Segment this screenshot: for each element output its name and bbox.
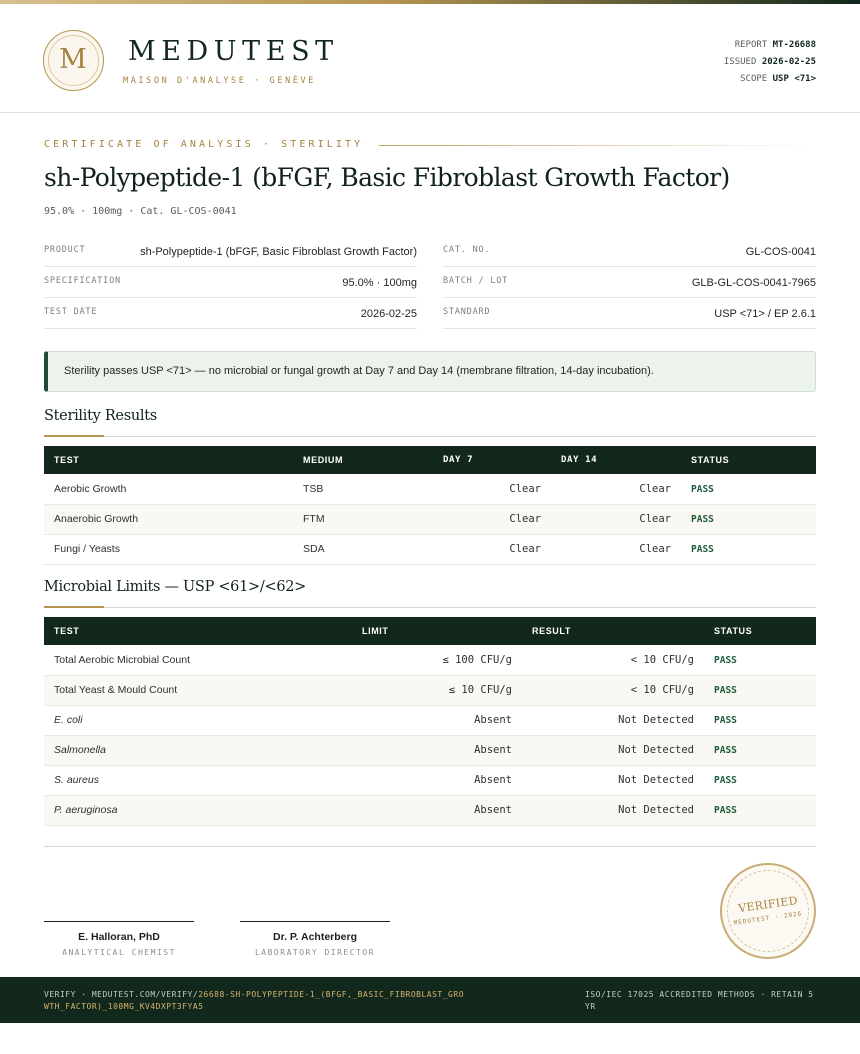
report-number: MT-26688 bbox=[772, 40, 816, 50]
scope-label: SCOPE bbox=[740, 74, 768, 84]
section-divider bbox=[44, 436, 816, 437]
info-grid-left bbox=[44, 236, 417, 329]
verify-code: 26688-SH-POLYPEPTIDE-1_(BFGF,_BASIC_FIBROBLAST_GROWTH_FACTOR)_100MG_KV4DXPT3FYA5 bbox=[44, 990, 465, 1011]
sterility-pass-alert bbox=[44, 351, 816, 392]
microbial-section-title: Microbial Limits — USP <61>/<62> bbox=[44, 579, 307, 595]
info-value: GLB-GL-COS-0041-7965 bbox=[691, 277, 816, 289]
limit: Absent bbox=[474, 744, 512, 756]
column-header: LIMIT bbox=[362, 626, 389, 636]
column-header: RESULT bbox=[532, 626, 571, 636]
table-header-row bbox=[44, 617, 816, 645]
info-row-product bbox=[44, 236, 417, 267]
column-header: TEST bbox=[54, 626, 80, 636]
seal-subtext: MEDUTEST · 2026 bbox=[733, 910, 803, 927]
microbial-limits-table bbox=[44, 617, 816, 826]
limit: Absent bbox=[474, 774, 512, 786]
verify-link[interactable] bbox=[44, 989, 464, 1013]
status-badge: PASS bbox=[714, 745, 737, 756]
day7-result: Clear bbox=[509, 513, 541, 525]
report-meta bbox=[724, 37, 816, 88]
status-badge: PASS bbox=[714, 775, 737, 786]
signature-chemist bbox=[44, 921, 194, 957]
signatory-name: Dr. P. Achterberg bbox=[272, 931, 358, 943]
column-header: DAY 14 bbox=[561, 455, 598, 465]
info-label: BATCH / LOT bbox=[443, 276, 509, 286]
day14-result: Clear bbox=[639, 482, 671, 495]
info-row-batch bbox=[443, 267, 816, 298]
test-name: Salmonella bbox=[54, 744, 106, 756]
sterility-table bbox=[44, 446, 816, 565]
test-name: S. aureus bbox=[54, 774, 99, 786]
info-grid-right bbox=[443, 236, 816, 329]
info-row-cat-no bbox=[443, 236, 816, 267]
info-label: SPECIFICATION bbox=[44, 276, 121, 286]
result: Not Detected bbox=[618, 804, 694, 816]
medium: SDA bbox=[303, 543, 325, 555]
sterility-section-title: Sterility Results bbox=[44, 408, 157, 424]
result: < 10 CFU/g bbox=[630, 684, 694, 696]
issued-date: 2026-02-25 bbox=[761, 57, 816, 67]
header bbox=[0, 4, 860, 113]
info-label: PRODUCT bbox=[44, 245, 86, 255]
status-badge: PASS bbox=[714, 715, 737, 726]
status-badge: PASS bbox=[691, 483, 714, 495]
logo-letter: M bbox=[59, 44, 87, 75]
info-row-test-date bbox=[44, 298, 417, 329]
day7-result: Clear bbox=[509, 482, 541, 495]
result: < 10 CFU/g bbox=[630, 653, 694, 666]
column-header: STATUS bbox=[691, 455, 730, 465]
limit: ≤ 10 CFU/g bbox=[448, 684, 512, 696]
eyebrow-divider bbox=[379, 145, 816, 146]
scope-row bbox=[724, 71, 816, 88]
info-row-specification bbox=[44, 267, 417, 298]
test-name: E. coli bbox=[54, 714, 83, 726]
table-row bbox=[44, 795, 816, 825]
limit: Absent bbox=[474, 804, 512, 816]
test-name: Anaerobic Growth bbox=[54, 513, 139, 525]
table-row bbox=[44, 735, 816, 765]
day14-result: Clear bbox=[639, 543, 671, 555]
scope-value: USP <71> bbox=[772, 74, 816, 84]
signatory-role: ANALYTICAL CHEMIST bbox=[62, 948, 176, 957]
report-label: REPORT bbox=[734, 40, 768, 50]
signatory-role: LABORATORY DIRECTOR bbox=[254, 948, 375, 957]
table-row bbox=[44, 534, 816, 564]
test-name: Total Yeast & Mould Count bbox=[54, 684, 178, 696]
status-badge: PASS bbox=[691, 544, 714, 555]
info-value: sh-Polypeptide-1 (bFGF, Basic Fibroblast Growth Factor) bbox=[140, 246, 417, 258]
info-value: 95.0% · 100mg bbox=[342, 277, 417, 289]
footer bbox=[0, 977, 860, 1023]
table-row bbox=[44, 705, 816, 735]
info-label: TEST DATE bbox=[44, 307, 98, 317]
section-accent bbox=[44, 435, 104, 437]
info-label: CAT. NO. bbox=[443, 245, 491, 255]
product-subtitle: 95.0% · 100mg · Cat. GL-COS-0041 bbox=[44, 206, 237, 217]
result: Not Detected bbox=[618, 714, 694, 726]
section-accent bbox=[44, 606, 104, 608]
issued-label: ISSUED bbox=[723, 57, 757, 67]
status-badge: PASS bbox=[691, 514, 714, 525]
test-name: Fungi / Yeasts bbox=[54, 543, 120, 555]
result: Not Detected bbox=[618, 774, 694, 786]
report-number-row bbox=[724, 37, 816, 54]
seal-text: VERIFIED bbox=[737, 893, 799, 916]
result: Not Detected bbox=[618, 744, 694, 756]
status-badge: PASS bbox=[714, 805, 737, 816]
limit: Absent bbox=[474, 714, 512, 726]
info-label: STANDARD bbox=[443, 307, 491, 317]
signature-director bbox=[240, 921, 390, 957]
column-header: STATUS bbox=[714, 626, 753, 636]
test-name: Total Aerobic Microbial Count bbox=[54, 653, 190, 666]
table-row bbox=[44, 675, 816, 705]
column-header: TEST bbox=[54, 455, 80, 465]
medium: FTM bbox=[303, 513, 325, 525]
column-header: MEDIUM bbox=[303, 455, 344, 465]
info-value: USP <71> / EP 2.6.1 bbox=[714, 308, 816, 320]
verify-prefix: VERIFY · MEDUTEST.COM/VERIFY/ bbox=[44, 990, 199, 999]
brand-name: MEDUTEST bbox=[128, 36, 339, 67]
info-row-standard bbox=[443, 298, 816, 329]
info-value: 2026-02-25 bbox=[360, 308, 417, 320]
table-row bbox=[44, 504, 816, 534]
test-name: P. aeruginosa bbox=[54, 804, 118, 816]
product-title: sh-Polypeptide-1 (bFGF, Basic Fibroblast Growth Factor) bbox=[44, 163, 730, 192]
test-name: Aerobic Growth bbox=[54, 482, 127, 495]
signature-divider bbox=[44, 846, 816, 847]
table-row bbox=[44, 645, 816, 675]
certificate-eyebrow: CERTIFICATE OF ANALYSIS · STERILITY bbox=[44, 139, 364, 150]
day7-result: Clear bbox=[509, 543, 541, 555]
status-badge: PASS bbox=[714, 685, 737, 696]
column-header: DAY 7 bbox=[443, 455, 474, 465]
brand-tagline: MAISON D'ANALYSE · GENÈVE bbox=[123, 76, 316, 86]
limit: ≤ 100 CFU/g bbox=[442, 653, 512, 666]
status-badge: PASS bbox=[714, 654, 737, 666]
day14-result: Clear bbox=[639, 513, 671, 525]
table-row bbox=[44, 765, 816, 795]
logo bbox=[43, 30, 104, 91]
section-divider bbox=[44, 607, 816, 608]
table-row bbox=[44, 474, 816, 504]
info-value: GL-COS-0041 bbox=[745, 246, 816, 258]
alert-text: Sterility passes USP <71> — no microbial or fungal growth at Day 7 and Day 14 (membrane filtration, 14-day incubation). bbox=[64, 365, 654, 377]
signatory-name: E. Halloran, PhD bbox=[78, 931, 160, 943]
issued-row bbox=[724, 54, 816, 71]
accreditation-note: ISO/IEC 17025 ACCREDITED METHODS · RETAIN 5 YR bbox=[585, 990, 814, 1011]
verified-seal bbox=[720, 863, 816, 959]
medium: TSB bbox=[303, 482, 324, 495]
table-header-row bbox=[44, 446, 816, 474]
